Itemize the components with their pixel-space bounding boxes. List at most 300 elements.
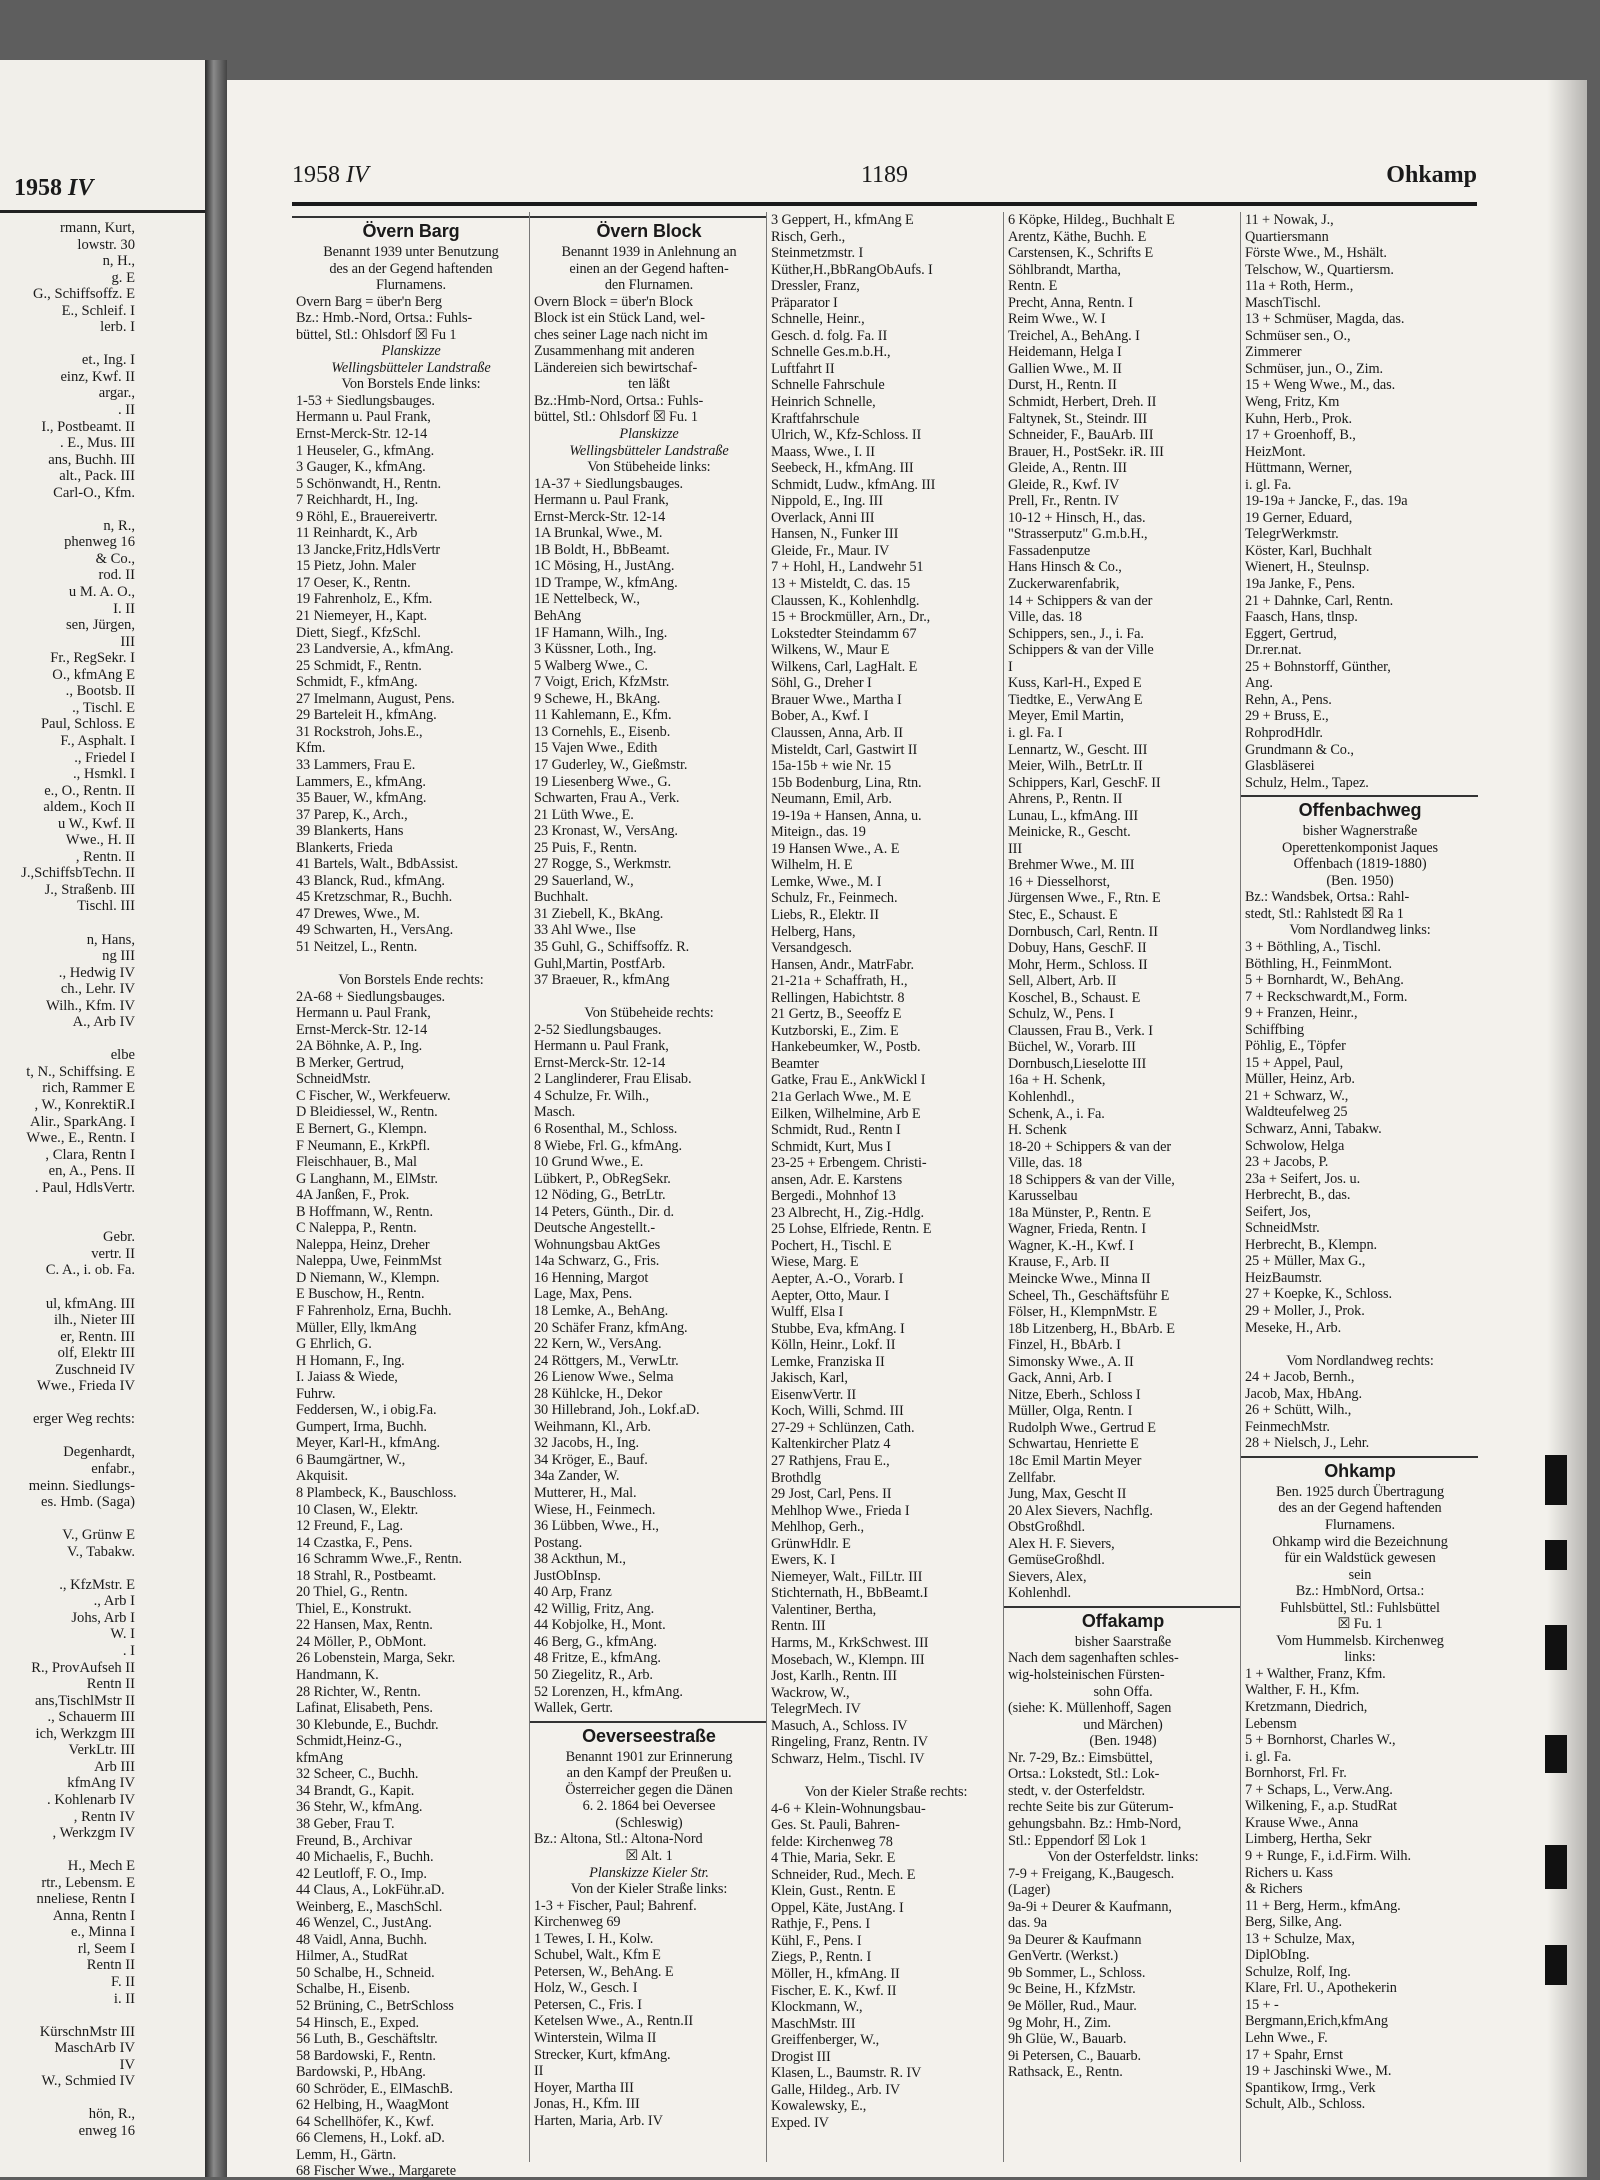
page-catchword: Ohkamp — [1386, 162, 1477, 188]
left-page-line: argar., — [98, 385, 135, 402]
directory-entry: Lunau, L., kfmAng. III — [1008, 807, 1139, 824]
left-page-line — [0, 1031, 205, 1048]
directory-entry: 15a-15b + wie Nr. 15 — [771, 758, 892, 775]
directory-entry: 21-21a + Schaffrath, H., — [771, 973, 908, 990]
directory-entry: 2A-68 + Siedlungsbauges. — [296, 988, 446, 1005]
directory-entry: 10 Clasen, W., Elektr. — [296, 1501, 419, 1518]
left-page-line: F. II — [111, 1973, 135, 1990]
directory-entry: Ang. — [1245, 675, 1273, 692]
directory-entry: 44 Claus, A., LokFühr.aD. — [296, 1882, 445, 1899]
left-page-line: g. E — [111, 269, 135, 286]
edge-tab-mark — [1545, 1540, 1567, 1570]
left-page-line: t, N., Schiffsing. E — [26, 1063, 135, 1080]
directory-entry: Schmidt, Rud., Rentn I — [771, 1122, 901, 1139]
directory-entry: Meincke Wwe., Minna II — [1008, 1271, 1151, 1287]
directory-entry: Ortsa.: Lokstedt, Stl.: Lok- — [1008, 1766, 1160, 1783]
directory-entry: Schulze, Rolf, Ing. — [1245, 1963, 1351, 1980]
directory-entry: Aepter, A.-O., Vorarb. I — [771, 1271, 904, 1287]
directory-entry: Fuhrw. — [296, 1385, 336, 1402]
directory-entry: Lemke, Wwe., M. I — [771, 873, 882, 890]
left-page-line: R., ProvAufseh II — [31, 1659, 135, 1676]
directory-entry: Zusammenhang mit anderen — [534, 343, 695, 360]
directory-entry: 11a + Roth, Herm., — [1245, 278, 1354, 295]
directory-entry: 21a Gerlach Wwe., M. E — [771, 1088, 912, 1105]
directory-entry: Wulff, Elsa I — [771, 1304, 844, 1321]
left-page-line: e., O., Rentn. II — [44, 782, 135, 799]
left-page-line — [0, 1395, 205, 1412]
left-page-line: Carl-O., Kfm. — [53, 484, 135, 501]
directory-entry: Brauer, H., PostSekr. iR. III — [1008, 443, 1164, 460]
directory-entry: E Buschow, H., Rentn. — [296, 1286, 425, 1303]
directory-entry: Ville, das. 18 — [1008, 609, 1082, 626]
directory-entry: Kühl, F., Pens. I — [771, 1932, 862, 1949]
directory-entry: Masuch, A., Schloss. IV — [771, 1717, 908, 1734]
directory-entry: Herbrecht, B., das. — [1245, 1187, 1351, 1204]
directory-entry: 48 Vaidl, Anna, Buchh. — [296, 1931, 427, 1948]
street-heading: Ohkamp — [1241, 1456, 1478, 1484]
directory-entry: 6 Köpke, Hildeg., Buchhalt E — [1008, 212, 1175, 228]
directory-entry: Pöhlig, E., Töpfer — [1245, 1038, 1346, 1055]
left-page-line: rod. II — [98, 567, 135, 584]
directory-entry: Wilkens, W., Maur E — [771, 642, 890, 659]
directory-entry: Schulz, W., Pens. I — [1008, 1006, 1114, 1023]
directory-entry: Rathsack, E., Rentn. — [1008, 2064, 1123, 2081]
street-heading: Offenbachweg — [1241, 795, 1478, 823]
directory-entry: Schalbe, H., Eisenb. — [296, 1981, 410, 1998]
directory-entry: Brothdlg — [771, 1469, 822, 1486]
directory-entry: Hansen, Andr., MatrFabr. — [771, 956, 914, 973]
directory-entry: TelegrWerkmstr. — [1245, 526, 1339, 543]
directory-entry: 11 Kahlemann, E., Kfm. — [534, 707, 672, 724]
page-year: 1958 — [292, 162, 340, 188]
directory-entry: Lübkert, P., ObRegSekr. — [534, 1170, 671, 1187]
directory-entry: 18 Lemke, A., BehAng. — [534, 1303, 669, 1319]
directory-entry: B Hoffmann, W., Rentn. — [296, 1203, 433, 1220]
left-page-line — [0, 336, 205, 353]
directory-entry: sein — [1348, 1566, 1372, 1583]
directory-entry: Beamter — [771, 1055, 819, 1072]
left-page-line: rtr., Lebensm. E — [41, 1874, 135, 1891]
directory-entry: 13 + Schulze, Max, — [1245, 1930, 1355, 1947]
left-page-line: Rentn II — [86, 1957, 135, 1974]
directory-entry: 5 + Bornhorst, Charles W., — [1245, 1732, 1396, 1749]
directory-entry: 34 Brandt, G., Kapit. — [296, 1782, 415, 1799]
directory-entry: Krause, F., Arb. II — [1008, 1254, 1110, 1271]
directory-entry: 1A Brunkal, Wwe., M. — [534, 525, 663, 542]
directory-entry: Wagner, K.-H., Kwf. I — [1008, 1237, 1134, 1254]
directory-entry: Bz.:Hmb-Nord, Ortsa.: Fuhls- — [534, 392, 704, 409]
directory-entry: 21 Lüth Wwe., E. — [534, 806, 634, 823]
left-page-line: ., Bootsb. II — [65, 683, 135, 700]
directory-entry: Schnelle Ges.m.b.H., — [771, 344, 891, 361]
directory-entry: Von der Kieler Straße links: — [570, 1881, 728, 1898]
directory-entry: Karusselbau — [1008, 1188, 1078, 1205]
directory-entry: Jonas, H., Kfm. III — [534, 2096, 640, 2113]
directory-entry: 37 Parep, K., Arch., — [296, 806, 408, 823]
directory-entry: Reim Wwe., W. I — [1008, 311, 1106, 328]
directory-entry: 4-6 + Klein-Wohnungsbau- — [771, 1800, 926, 1817]
directory-entry: 24 Röttgers, M., VerwLtr. — [534, 1352, 679, 1369]
directory-entry: Berg, Silke, Ang. — [1245, 1914, 1342, 1931]
directory-entry: 11 Reinhardt, K., Arb — [296, 525, 418, 542]
directory-entry: 39 Blankerts, Hans — [296, 823, 404, 840]
directory-entry: Rudolph Wwe., Gertrud E — [1008, 1419, 1156, 1436]
directory-entry: Meyer, Karl-H., kfmAng. — [296, 1435, 441, 1452]
directory-entry: ☒ Alt. 1 — [625, 1847, 673, 1864]
directory-entry: Schulz, Helm., Tapez. — [1245, 774, 1369, 791]
directory-entry: 19-19a + Jancke, F., das. 19a — [1245, 493, 1408, 510]
left-page-line: alt., Pack. III — [59, 468, 135, 485]
left-page-line: J., Straßenb. III — [44, 881, 135, 898]
directory-entry: Schulz, Fr., Feinmech. — [771, 890, 898, 907]
directory-entry: 50 Ziegelitz, R., Arb. — [534, 1667, 653, 1684]
directory-entry: Finzel, H., BbArb. I — [1008, 1337, 1121, 1354]
directory-entry: 23 + Jacobs, P. — [1245, 1154, 1329, 1171]
directory-entry: 23-25 + Erbengem. Christi- — [771, 1155, 927, 1172]
left-page-volume: IV — [68, 175, 94, 201]
directory-entry: III — [1008, 840, 1022, 857]
directory-entry: 50 Schalbe, H., Schneid. — [296, 1964, 435, 1981]
directory-entry: Bz.: Altona, Stl.: Altona-Nord — [534, 1831, 703, 1848]
directory-entry: 64 Schellhöfer, K., Kwf. — [296, 2113, 434, 2130]
directory-entry: 48 Fritze, E., kfmAng. — [534, 1650, 661, 1667]
directory-entry: 21 + Dahnke, Carl, Rentn. — [1245, 592, 1394, 609]
directory-entry: Sievers, Alex, — [1008, 1568, 1087, 1585]
directory-entry: Faltynek, St., Steindr. III — [1008, 410, 1148, 427]
edge-tab-mark — [1545, 1455, 1567, 1505]
directory-entry: Arentz, Käthe, Buchh. E — [1008, 228, 1147, 245]
directory-entry: Kohlenhdl. — [1008, 1585, 1071, 1602]
directory-entry: Treichel, A., BehAng. I — [1008, 327, 1140, 344]
directory-entry: 3 Geppert, H., kfmAng E — [771, 212, 914, 228]
directory-entry: 30 Klebunde, E., Buchdr. — [296, 1716, 439, 1733]
left-page-line: W. I — [110, 1626, 135, 1643]
left-page-line: Wilh., Kfm. IV — [46, 997, 135, 1014]
directory-entry: (Schleswig) — [615, 1814, 683, 1831]
column-4 — [1003, 212, 1241, 2162]
directory-entry: EisenwVertr. II — [771, 1386, 857, 1403]
directory-entry: 15 + - — [1245, 1996, 1279, 2013]
directory-entry: 31 Ziebell, K., BkAng. — [534, 905, 664, 922]
directory-entry: Lage, Max, Pens. — [534, 1286, 633, 1303]
directory-entry: Zuckerwarenfabrik, — [1008, 576, 1120, 593]
directory-entry: 25 + Müller, Max G., — [1245, 1253, 1366, 1270]
directory-entry: 19 + Jaschinski Wwe., M. — [1245, 2063, 1392, 2080]
directory-entry: Schiffbing — [1245, 1021, 1305, 1038]
directory-entry: Handmann, K. — [296, 1667, 379, 1684]
directory-entry: ches seiner Lage nach nicht im — [534, 326, 708, 343]
directory-entry: sohn Offa. — [1093, 1683, 1153, 1700]
directory-entry: Rehn, A., Pens. — [1245, 691, 1332, 708]
left-page-line: ich, Werkzgm III — [35, 1725, 135, 1742]
directory-entry: Jacob, Max, HbAng. — [1245, 1385, 1362, 1402]
left-page-line: Johs, Arb I — [71, 1609, 135, 1626]
left-page-line: sen, Jürgen, — [65, 617, 135, 634]
directory-entry: 4 Schulze, Fr. Wilh., — [534, 1087, 650, 1104]
directory-entry: Präparator I — [771, 294, 838, 311]
directory-entry: 21 + Schwarz, W., — [1245, 1087, 1349, 1104]
directory-entry: Overlack, Anni III — [771, 509, 875, 526]
directory-entry: Kohlenhdl., — [1008, 1088, 1075, 1105]
left-page-line: , Rentn. II — [75, 848, 135, 865]
directory-entry: Benannt 1901 zur Erinnerung — [565, 1748, 733, 1765]
directory-entry: Hüttmann, Werner, — [1245, 460, 1353, 477]
directory-entry: bisher Saarstraße — [1074, 1633, 1172, 1650]
directory-entry: 19 Gerner, Eduard, — [1245, 509, 1353, 526]
left-page-line: hön, R., — [88, 2106, 135, 2123]
directory-entry: 13 + Schmüser, Magda, das. — [1245, 311, 1405, 328]
directory-entry: 11 + Berg, Herm., kfmAng. — [1245, 1897, 1401, 1914]
directory-entry: 46 Berg, G., kfmAng. — [534, 1633, 657, 1650]
directory-entry: Ville, das. 18 — [1008, 1155, 1082, 1172]
directory-entry: Operettenkomponist Jaques — [1282, 839, 1438, 856]
directory-entry: 9 + Runge, F., i.d.Firm. Wilh. — [1245, 1847, 1411, 1864]
directory-entry: Misteldt, Carl, Gastwirt II — [771, 741, 918, 758]
left-page-line: er, Rentn. III — [60, 1328, 135, 1345]
directory-entry: Dr.rer.nat. — [1245, 642, 1302, 659]
directory-entry: Jost, Karlh., Rentn. III — [771, 1668, 897, 1685]
directory-entry: Diett, Siegf., KfzSchl. — [296, 624, 421, 641]
directory-entry: 14 Czastka, F., Pens. — [296, 1534, 413, 1551]
directory-entry: und Märchen) — [1083, 1716, 1163, 1733]
directory-entry: 33 Lammers, Frau E. — [296, 756, 416, 773]
directory-entry: GemüseGroßhdl. — [1008, 1552, 1105, 1569]
directory-entry: i. gl. Fa. — [1245, 476, 1292, 493]
directory-entry: Mosebach, W., Klempn. III — [771, 1651, 925, 1668]
page-volume: IV — [346, 162, 369, 188]
directory-entry: 21 Niemeyer, H., Kapt. — [296, 608, 428, 625]
directory-entry: Heinrich Schnelle, — [771, 394, 876, 411]
directory-entry: Rellingen, Habichtstr. 8 — [771, 989, 905, 1006]
directory-entry: 17 Guderley, W., Gießmstr. — [534, 756, 688, 773]
directory-entry: Claussen, Anna, Arb. II — [771, 724, 903, 741]
directory-entry: 23 Albrecht, H., Zig.-Hdlg. — [771, 1204, 924, 1221]
directory-entry: Schwartau, Henriette E — [1008, 1436, 1139, 1453]
directory-entry: Kowalewsky, E., — [771, 2098, 867, 2115]
directory-entry: 15 + Appel, Paul, — [1245, 1054, 1344, 1071]
directory-entry: 22 Kern, W., VersAng. — [534, 1336, 662, 1353]
directory-entry: Eggert, Gertrud, — [1245, 625, 1337, 642]
directory-entry: Kfm. — [296, 740, 326, 757]
left-page-line: vertr. II — [91, 1245, 135, 1262]
directory-entry: ☒ Fu. 1 — [1337, 1616, 1383, 1633]
directory-entry: Gumpert, Irma, Buchh. — [296, 1418, 427, 1435]
directory-entry: Dressler, Franz, — [771, 278, 860, 295]
left-page-line: Rentn II — [86, 1676, 135, 1693]
directory-entry: 1B Boldt, H., BbBeamt. — [534, 541, 670, 558]
left-page-line: ilh., Nieter III — [53, 1312, 135, 1329]
directory-entry: Wiese, Marg. E — [771, 1254, 859, 1271]
directory-entry: 21 Gertz, B., Seeoffz E — [771, 1006, 902, 1023]
directory-entry: Stec, E., Schaust. E — [1008, 906, 1118, 923]
directory-entry: Schippers & van der Ville — [1008, 642, 1154, 659]
directory-entry: Möller, H., kfmAng. II — [771, 1965, 900, 1982]
directory-entry: wig-holsteinischen Fürsten- — [1008, 1667, 1165, 1684]
directory-entry: Strecker, Kurt, kfmAng. — [534, 2046, 671, 2063]
left-page-line: aldem., Koch II — [43, 799, 135, 816]
directory-entry: Meier, Wilh., BetrLtr. II — [1008, 758, 1143, 775]
directory-entry: rechte Seite bis zur Güterum- — [1008, 1799, 1174, 1816]
directory-entry: 2-52 Siedlungsbauges. — [534, 1021, 662, 1038]
directory-entry: Schmidt, F., kfmAng. — [296, 674, 418, 691]
directory-entry: 28 + Nielsch, J., Lehr. — [1245, 1435, 1370, 1452]
directory-entry: Flurnamens. — [1325, 1517, 1395, 1534]
directory-entry: 13 + Misteldt, C. das. 15 — [771, 576, 911, 593]
left-page-line: ., Schauerm III — [47, 1709, 135, 1726]
directory-entry: Lennartz, W., Gescht. III — [1008, 741, 1148, 758]
directory-entry: Klockmann, W., — [771, 1999, 863, 2016]
directory-entry: 27 Rathjens, Frau E., — [771, 1453, 890, 1470]
directory-entry: Liebs, R., Elektr. II — [771, 906, 879, 923]
directory-entry: Walther, F. H., Kfm. — [1245, 1682, 1360, 1699]
directory-entry: Hoyer, Martha III — [534, 2079, 634, 2096]
left-page-line: i. II — [113, 1990, 135, 2007]
directory-entry: Krause Wwe., Anna — [1245, 1814, 1359, 1831]
directory-entry: Ewers, K. I — [771, 1552, 836, 1569]
directory-entry: büttel, Stl.: Ohlsdorf ☒ Fu 1 — [296, 326, 457, 343]
directory-entry: Benannt 1939 in Anlehnung an — [561, 244, 737, 260]
directory-entry: 36 Lübben, Wwe., H., — [534, 1518, 659, 1535]
directory-entry: D Niemann, W., Klempn. — [296, 1269, 440, 1286]
directory-entry: Wiese, H., Feinmech. — [534, 1501, 656, 1518]
directory-entry: 9b Sommer, L., Schloss. — [1008, 1964, 1146, 1981]
directory-entry: Wallek, Gertr. — [534, 1700, 613, 1717]
directory-entry: Blankerts, Frieda — [296, 839, 393, 856]
directory-entry: 9 Röhl, E., Brauereivertr. — [296, 508, 438, 525]
directory-entry: 27 Imelmann, August, Pens. — [296, 690, 455, 707]
directory-entry: Eilken, Wilhelmine, Arb E — [771, 1105, 921, 1122]
directory-entry: Wagner, Frieda, Rentn. I — [1008, 1221, 1147, 1238]
directory-entry: Böthling, H., FeinmMont. — [1245, 955, 1392, 972]
left-page-line: Tischl. III — [77, 898, 135, 915]
left-page-line: Wwe., E., Rentn. I — [26, 1130, 135, 1147]
directory-entry: 7 + Hohl, H., Landwehr 51 — [771, 559, 924, 576]
left-page-line: III — [120, 633, 135, 650]
left-page-line: erger Weg rechts: — [32, 1411, 135, 1428]
directory-entry: 28 Richter, W., Rentn. — [296, 1683, 421, 1700]
directory-entry: Schmidt,Heinz-G., — [296, 1733, 402, 1750]
directory-entry: 4 Thie, Maria, Sekr. E — [771, 1850, 896, 1867]
directory-entry: 16 + Diesselhorst, — [1008, 873, 1110, 890]
directory-entry: 15 Vajen Wwe., Edith — [534, 740, 658, 757]
directory-entry: Limberg, Hertha, Sekr — [1245, 1831, 1372, 1848]
directory-entry: 9a-9i + Deurer & Kaufmann, — [1008, 1898, 1172, 1915]
directory-entry: SchneidMstr. — [1245, 1220, 1320, 1237]
directory-entry: 6. 2. 1864 bei Oeversee — [582, 1798, 716, 1815]
column-1 — [292, 212, 529, 2180]
left-page-line: es. Hmb. (Saga) — [40, 1494, 135, 1511]
directory-entry: 40 Michaelis, F., Buchh. — [296, 1849, 434, 1866]
directory-entry: G Ehrlich, G. — [296, 1336, 372, 1353]
directory-entry: Naleppa, Heinz, Dreher — [296, 1236, 430, 1253]
directory-entry: Guhl,Martin, PostfArb. — [534, 955, 666, 972]
directory-entry: felde: Kirchenweg 78 — [771, 1833, 893, 1850]
directory-entry: i. gl. Fa. I — [1008, 724, 1063, 741]
directory-entry: Telschow, W., Quartiersm. — [1245, 261, 1394, 278]
directory-entry: 44 Kobjolke, H., Mont. — [534, 1617, 666, 1634]
directory-entry: RohprodHdlr. — [1245, 724, 1323, 741]
directory-entry: Kuhn, Herb., Prok. — [1245, 410, 1353, 427]
directory-entry: Schmüser, jun., O., Zim. — [1245, 360, 1383, 377]
directory-entry: 15 + Weng Wwe., M., das. — [1245, 377, 1396, 394]
directory-entry: & Richers — [1245, 1881, 1303, 1898]
left-page-line: VerkLtr. III — [68, 1742, 135, 1759]
directory-entry: 51 Neitzel, L., Rentn. — [296, 938, 418, 955]
left-page-line: ., Friedel I — [74, 749, 135, 766]
directory-entry: "Strasserputz" G.m.b.H., — [1008, 526, 1148, 543]
directory-entry: 19 Liesenberg Wwe., G. — [534, 773, 672, 790]
directory-entry: Neumann, Emil, Arb. — [771, 791, 892, 808]
directory-entry: Aepter, Otto, Maur. I — [771, 1287, 890, 1304]
directory-entry: HeizBaumstr. — [1245, 1269, 1323, 1286]
directory-entry: Exped. IV — [771, 2114, 829, 2131]
directory-entry: I — [1008, 658, 1013, 675]
left-page-line — [0, 915, 205, 932]
directory-entry: 37 Braeuer, R., kfmAng — [534, 972, 670, 989]
directory-entry: Planskizze — [381, 343, 441, 360]
directory-entry: links: — [1344, 1649, 1376, 1666]
directory-entry: Nr. 7-29, Bz.: Eimsbüttel, — [1008, 1749, 1153, 1766]
directory-entry: Kuss, Karl-H., Exped E — [1008, 675, 1142, 692]
directory-entry: Mohr, Herm., Schloss. II — [1008, 956, 1148, 973]
directory-entry: 49 Schwarten, H., VersAng. — [296, 922, 454, 939]
left-page-line: H., Mech E — [67, 1858, 135, 1875]
directory-entry: Gatke, Frau E., AnkWickl I — [771, 1072, 926, 1089]
directory-entry: 24 + Jacob, Bernh., — [1245, 1369, 1355, 1386]
directory-entry: 1-53 + Siedlungsbauges. — [296, 392, 435, 409]
directory-entry: Lammers, E., kfmAng. — [296, 773, 426, 790]
directory-entry: Brauer Wwe., Martha I — [771, 691, 902, 708]
left-page-header — [14, 175, 93, 202]
directory-entry: 41 Bartels, Walt., BdbAssist. — [296, 856, 459, 873]
directory-entry: Deutsche Angestellt.- — [534, 1220, 655, 1237]
left-page-line: Degenhardt, — [63, 1444, 135, 1461]
directory-entry: Vom Hummelsb. Kirchenweg — [1276, 1632, 1444, 1649]
left-page-line: E., Schleif. I — [61, 302, 135, 319]
directory-entry: 16 Schramm Wwe.,F., Rentn. — [296, 1551, 462, 1568]
directory-entry: Akquisit. — [296, 1468, 348, 1485]
directory-entry: Wellingsbütteler Landstraße — [331, 359, 491, 376]
directory-entry: stedt, v. der Osterfeldstr. — [1008, 1782, 1145, 1799]
directory-entry: Stubbe, Eva, kfmAng. I — [771, 1320, 905, 1337]
left-page-line: meinn. Siedlungs- — [28, 1477, 135, 1494]
directory-entry: Durst, H., Rentn. II — [1008, 377, 1117, 394]
left-page-line: , Rentn IV — [73, 1808, 135, 1825]
directory-entry: Ben. 1925 durch Übertragung — [1275, 1483, 1445, 1500]
directory-entry: Spantikow, Irmg., Verk — [1245, 2079, 1376, 2096]
directory-entry: Mutterer, H., Mal. — [534, 1485, 637, 1502]
left-page-line: ., KfzMstr. E — [59, 1576, 135, 1593]
directory-entry: Oppel, Käte, JustAng. I — [771, 1899, 904, 1916]
directory-entry: Seebeck, H., kfmAng. III — [771, 460, 914, 477]
directory-entry: 1C Mösing, H., JustAng. — [534, 558, 675, 575]
column-3 — [766, 212, 1004, 2162]
directory-entry: Jakisch, Karl, — [771, 1370, 848, 1387]
directory-entry: Herbrecht, B., Klempn. — [1245, 1236, 1377, 1253]
left-page-line: u W., Kwf. II — [57, 815, 135, 832]
directory-entry: Prell, Fr., Rentn. IV — [1008, 493, 1120, 510]
left-page-line: C. A., i. ob. Fa. — [45, 1262, 135, 1279]
directory-entry: 23 Kronast, W., VersAng. — [534, 823, 678, 840]
directory-entry: Gesch. d. folg. Fa. II — [771, 327, 888, 344]
directory-entry: 27 Rogge, S., Werkmstr. — [534, 856, 672, 873]
directory-entry: MaschMstr. III — [771, 2015, 856, 2032]
directory-entry: 47 Drewes, Wwe., M. — [296, 905, 420, 922]
directory-entry: Mehlhop Wwe., Frieda I — [771, 1502, 910, 1519]
left-page-line: ch., Lehr. IV — [60, 981, 135, 998]
directory-entry: an den Kampf der Preußen u. — [566, 1765, 732, 1782]
left-page-line: I., Postbeamt. II — [41, 418, 135, 435]
